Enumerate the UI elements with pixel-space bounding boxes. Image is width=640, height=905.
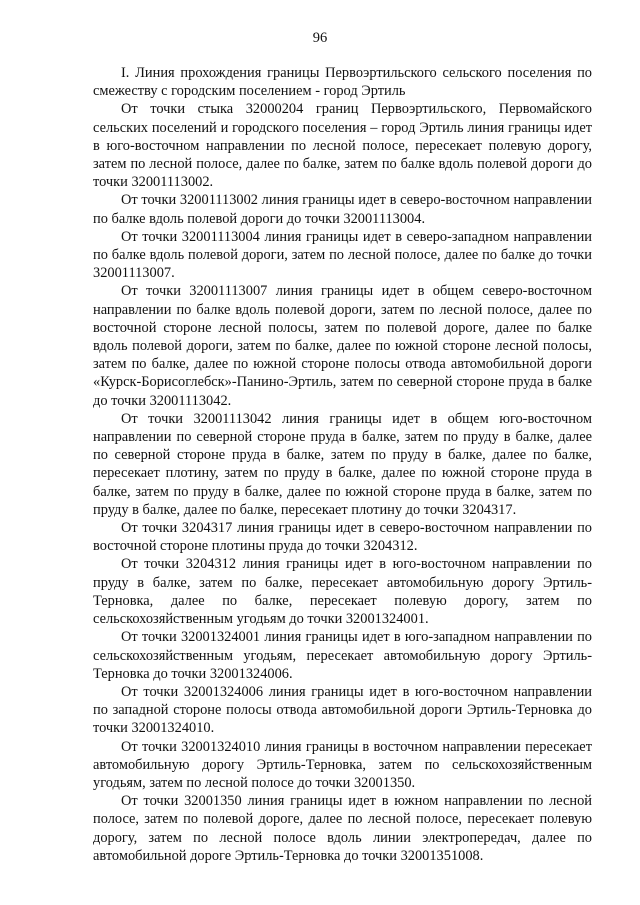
section-heading: I. Линия прохождения границы Первоэртильского сельского поселения по смежеству с городским поселением - город Эртиль [93, 65, 592, 100]
paragraph-10: От точки 32001324010 линия границы в восточном направлении пересекает автомобильную дорогу Эртиль-Терновка, затем по сельскохозяйственным угодьям, затем по лесной полосе до точки 32001350. [93, 738, 592, 791]
document-body [93, 64, 592, 865]
paragraph-9: От точки 32001324006 линия границы идет в юго-восточном направлении по западной стороне полосы отвода автомобильной дороги Эртиль-Терновка до точки 32001324010. [93, 683, 592, 737]
paragraph-11: От точки 32001350 линия границы идет в южном направлении по лесной полосе, затем по полевой дороге, далее по лесной полосе, пересекает полевую дорогу, затем по лесной полосе вдоль линии электропередач, далее по автомобильной дороге Эртиль-Терновка до точки 32001351008. [93, 793, 592, 864]
paragraph-7: От точки 3204312 линия границы идет в юго-восточном направлении по пруду в балке, затем по балке, пересекает автомобильную дорогу Эртиль-Терновка, далее по балке, пересекает полевую дорогу, затем по сельскохозяйственным угодьям до точки 32001324001. [93, 556, 592, 628]
page-number: 96 [312, 30, 328, 46]
paragraph-3: От точки 32001113004 линия границы идет в северо-западном направлении по балке вдоль полевой дороги, затем по лесной полосе, далее по балке до точки 32001113007. [93, 228, 592, 282]
paragraph-6: От точки 3204317 линия границы идет в северо-восточном направлении по восточной стороне плотины пруда до точки 3204312. [93, 520, 592, 555]
paragraph-8: От точки 32001324001 линия границы идет в юго-западном направлении по сельскохозяйственным угодьям, пересекает автомобильную дорогу Эртиль-Терновка до точки 32001324006. [93, 629, 592, 682]
paragraph-1: От точки стыка 32000204 границ Первоэртильского, Первомайского сельских поселений и городского поселения – город Эртиль линия границы идет в юго-восточном направлении по лесной полосе, пересекает полевую дорогу, затем по лесной полосе, далее по балке, затем по балке вдоль полевой дороги до точки 32001113002. [93, 101, 592, 191]
paragraph-2: От точки 32001113002 линия границы идет в северо-восточном направлении по балке вдоль полевой дороги до точки 32001113004. [93, 192, 592, 227]
paragraph-4: От точки 32001113007 линия границы идет в общем северо-восточном направлении по балке вдоль полевой дороги, затем по лесной полосе, далее по восточной стороне лесной полосы, затем по полевой дороге, далее по балке вдоль полевой дороги, затем по балке, далее по южной стороне лесной полосы, затем по балке, далее по южной стороне полосы отвода автомобильной дороги «Курск-Борисоглебск»-Панино-Эртиль, затем по северной стороне пруда в балке до точки 32001113042. [93, 283, 592, 409]
paragraph-5: От точки 32001113042 линия границы идет в общем юго-восточном направлении по северной стороне пруда в балке, затем по пруду в балке, далее по северной стороне пруда в балке, затем по пруду в балке, далее по балке, пересекает плотину, затем по пруду в балке, далее по южной стороне пруда в балке, затем по пруду в балке, далее по южной стороне пруда в балке, затем по пруду в балке, далее по балке, пересекает плотину до точки 3204317. [93, 410, 592, 518]
